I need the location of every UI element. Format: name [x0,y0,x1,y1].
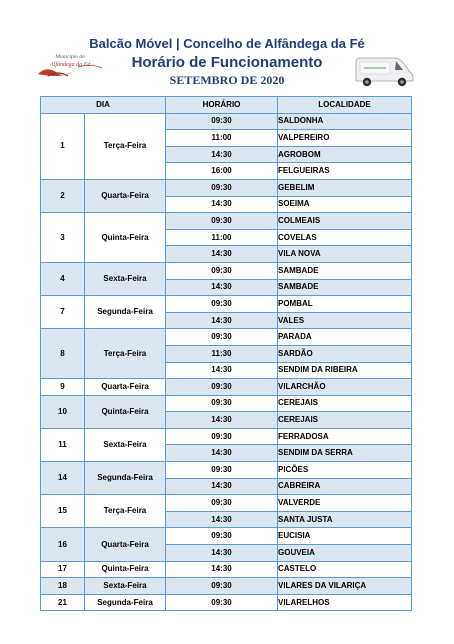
time-cell: 09:30 [166,594,278,611]
locality-cell: VILARELHOS [278,594,412,611]
day-cell: 14 [41,462,85,495]
table-row [41,528,412,545]
locality-cell: CEREJAIS [278,412,412,429]
locality-cell: SAMBADE [278,279,412,296]
day-cell: 11 [41,428,85,461]
locality-cell: SENDIM DA SERRA [278,445,412,462]
locality-cell: SANTA JUSTA [278,511,412,528]
time-cell: 09:30 [166,296,278,313]
mobile-van-icon [352,52,416,90]
time-cell: 14:30 [166,545,278,562]
time-cell: 14:30 [166,445,278,462]
time-cell: 11:00 [166,130,278,147]
page-header [0,0,454,92]
table-row [41,262,412,279]
time-cell: 09:30 [166,262,278,279]
time-cell: 09:30 [166,379,278,396]
table-row [41,213,412,230]
locality-cell: CASTELO [278,561,412,578]
weekday-cell: Quarta-Feira [85,528,166,561]
time-cell: 09:30 [166,462,278,479]
column-header-horario: HORÁRIO [166,97,278,114]
weekday-cell: Segunda-Feira [85,462,166,495]
locality-cell: VILARCHÃO [278,379,412,396]
table-row [41,296,412,313]
weekday-cell: Terça-Feira [85,329,166,379]
locality-cell: PICÕES [278,462,412,479]
locality-cell: VALVERDE [278,495,412,512]
time-cell: 09:30 [166,213,278,230]
locality-cell: SAMBADE [278,262,412,279]
locality-cell: FERRADOSA [278,428,412,445]
page-subtitle: Horário de Funcionamento [131,54,323,71]
day-cell: 1 [41,113,85,179]
time-cell: 09:30 [166,495,278,512]
time-cell: 09:30 [166,329,278,346]
weekday-cell: Sexta-Feira [85,578,166,595]
time-cell: 11:00 [166,229,278,246]
locality-cell: SOEIMA [278,196,412,213]
locality-cell: GEBELIM [278,179,412,196]
day-cell: 9 [41,379,85,396]
column-header-localidade: LOCALIDADE [278,97,412,114]
locality-cell: VALES [278,312,412,329]
logo-text: Município de [55,54,85,60]
time-cell: 14:30 [166,511,278,528]
time-cell: 14:30 [166,312,278,329]
table-header-row [41,97,412,114]
day-cell: 15 [41,495,85,528]
table-row [41,495,412,512]
schedule-body [41,113,412,611]
weekday-cell: Segunda-Feira [85,594,166,611]
locality-cell: VILA NOVA [278,246,412,263]
day-cell: 16 [41,528,85,561]
day-cell: 7 [41,296,85,329]
locality-cell: PARADA [278,329,412,346]
day-cell: 8 [41,329,85,379]
time-cell: 14:30 [166,279,278,296]
time-cell: 14:30 [166,196,278,213]
table-row [41,379,412,396]
table-row [41,179,412,196]
table-row [41,329,412,346]
weekday-cell: Quinta-Feira [85,561,166,578]
time-cell: 14:30 [166,561,278,578]
schedule-table [40,96,412,611]
time-cell: 09:30 [166,113,278,130]
table-row [41,113,412,130]
weekday-cell: Terça-Feira [85,113,166,179]
locality-cell: VALPEREIRO [278,130,412,147]
locality-cell: SARDÃO [278,345,412,362]
locality-cell: SALDONHA [278,113,412,130]
table-row [41,561,412,578]
page-title: Balcão Móvel | Concelho de Alfândega da Fé [89,36,365,51]
weekday-cell: Quarta-Feira [85,379,166,396]
column-header-dia: DIA [41,97,166,114]
time-cell: 16:00 [166,163,278,180]
schedule-period: SETEMBRO DE 2020 [169,73,285,87]
time-cell: 09:30 [166,528,278,545]
locality-cell: FELGUEIRAS [278,163,412,180]
time-cell: 14:30 [166,246,278,263]
day-cell: 21 [41,594,85,611]
locality-cell: CABREIRA [278,478,412,495]
weekday-cell: Sexta-Feira [85,428,166,461]
day-cell: 4 [41,262,85,295]
day-cell: 18 [41,578,85,595]
day-cell: 17 [41,561,85,578]
time-cell: 14:30 [166,146,278,163]
time-cell: 09:30 [166,428,278,445]
time-cell: 11:30 [166,345,278,362]
table-row [41,578,412,595]
locality-cell: GOUVEIA [278,545,412,562]
locality-cell: AGROBOM [278,146,412,163]
locality-cell: POMBAL [278,296,412,313]
weekday-cell: Quarta-Feira [85,179,166,212]
day-cell: 2 [41,179,85,212]
time-cell: 09:30 [166,395,278,412]
locality-cell: COVELAS [278,229,412,246]
locality-cell: EUCISIA [278,528,412,545]
day-cell: 10 [41,395,85,428]
weekday-cell: Terça-Feira [85,495,166,528]
day-cell: 3 [41,213,85,263]
table-row [41,594,412,611]
locality-cell: VILARES DA VILARIÇA [278,578,412,595]
logo-subtext: Alfândega da Fé [50,62,90,68]
locality-cell: COLMEAIS [278,213,412,230]
time-cell: 14:30 [166,478,278,495]
locality-cell: CEREJAIS [278,395,412,412]
weekday-cell: Quinta-Feira [85,213,166,263]
time-cell: 14:30 [166,362,278,379]
table-row [41,428,412,445]
table-row [41,462,412,479]
time-cell: 14:30 [166,412,278,429]
table-row [41,395,412,412]
weekday-cell: Segunda-Feira [85,296,166,329]
time-cell: 09:30 [166,578,278,595]
weekday-cell: Quinta-Feira [85,395,166,428]
time-cell: 09:30 [166,179,278,196]
weekday-cell: Sexta-Feira [85,262,166,295]
locality-cell: SENDIM DA RIBEIRA [278,362,412,379]
